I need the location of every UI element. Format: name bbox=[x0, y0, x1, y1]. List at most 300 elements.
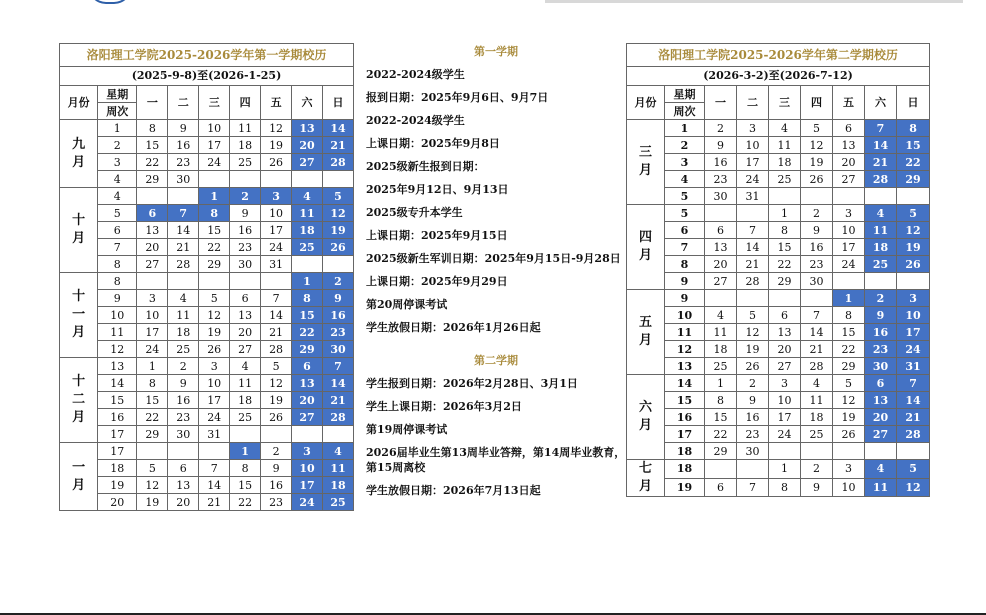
day-cell: 29 bbox=[199, 256, 230, 273]
day-cell bbox=[897, 273, 930, 290]
day-cell: 1 bbox=[199, 188, 230, 205]
week-number: 5 bbox=[98, 205, 137, 222]
day-cell: 8 bbox=[292, 290, 323, 307]
day-cell: 12 bbox=[833, 392, 865, 409]
day-cell bbox=[168, 188, 199, 205]
week-number: 19 bbox=[665, 478, 705, 497]
day-cell: 5 bbox=[261, 358, 292, 375]
day-cell: 22 bbox=[833, 341, 865, 358]
day-cell: 16 bbox=[705, 154, 737, 171]
day-cell: 2 bbox=[705, 120, 737, 137]
month-label bbox=[627, 120, 665, 205]
day-cell: 8 bbox=[769, 222, 801, 239]
day-cell: 18 bbox=[322, 477, 353, 494]
week-row bbox=[60, 120, 354, 137]
day-cell: 7 bbox=[865, 120, 897, 137]
day-cell: 11 bbox=[230, 120, 261, 137]
week-number: 11 bbox=[665, 324, 705, 341]
day-cell: 20 bbox=[292, 137, 323, 154]
week-number: 19 bbox=[98, 477, 137, 494]
month-label bbox=[627, 460, 665, 497]
day-cell: 11 bbox=[322, 460, 353, 477]
month-label bbox=[60, 358, 98, 443]
day-cell: 25 bbox=[705, 358, 737, 375]
day-cell: 20 bbox=[168, 494, 199, 511]
day-cell: 5 bbox=[897, 460, 930, 479]
day-cell: 10 bbox=[737, 137, 769, 154]
day-cell: 2 bbox=[865, 290, 897, 307]
day-cell bbox=[801, 188, 833, 205]
day-cell: 17 bbox=[897, 324, 930, 341]
day-cell: 18 bbox=[230, 137, 261, 154]
day-cell: 30 bbox=[230, 256, 261, 273]
day-cell: 21 bbox=[168, 239, 199, 256]
day-cell: 25 bbox=[322, 494, 353, 511]
day-cell: 26 bbox=[322, 239, 353, 256]
day-cell: 5 bbox=[897, 205, 930, 222]
week-number: 18 bbox=[665, 443, 705, 460]
day-cell: 3 bbox=[292, 443, 323, 460]
week-row bbox=[60, 341, 354, 358]
week-row bbox=[60, 205, 354, 222]
week-row bbox=[627, 478, 930, 497]
day-cell: 21 bbox=[199, 494, 230, 511]
logo-fragment bbox=[88, 0, 132, 4]
day-cell: 23 bbox=[168, 409, 199, 426]
day-cell: 28 bbox=[261, 341, 292, 358]
week-row bbox=[60, 375, 354, 392]
day-cell: 10 bbox=[292, 460, 323, 477]
day-cell: 3 bbox=[769, 375, 801, 392]
day-cell bbox=[199, 171, 230, 188]
day-cell: 30 bbox=[168, 171, 199, 188]
day-cell: 9 bbox=[168, 120, 199, 137]
day-cell bbox=[137, 443, 168, 460]
day-cell: 23 bbox=[261, 494, 292, 511]
note-line: 2022-2024级学生 bbox=[366, 114, 465, 127]
day-cell: 15 bbox=[230, 477, 261, 494]
day-cell: 7 bbox=[199, 460, 230, 477]
day-cell: 13 bbox=[705, 239, 737, 256]
day-cell: 16 bbox=[230, 222, 261, 239]
day-cell: 26 bbox=[801, 171, 833, 188]
day-cell: 29 bbox=[137, 426, 168, 443]
day-cell: 5 bbox=[137, 460, 168, 477]
day-cell: 6 bbox=[705, 222, 737, 239]
week-row bbox=[627, 324, 930, 341]
day-cell: 29 bbox=[833, 358, 865, 375]
day-cell: 13 bbox=[230, 307, 261, 324]
day-cell: 17 bbox=[769, 409, 801, 426]
day-cell: 6 bbox=[292, 358, 323, 375]
month-header: 月份 bbox=[60, 86, 98, 120]
day-cell: 24 bbox=[897, 341, 930, 358]
day-cell: 18 bbox=[168, 324, 199, 341]
day-cell: 19 bbox=[137, 494, 168, 511]
day-cell: 9 bbox=[737, 392, 769, 409]
day-cell: 15 bbox=[705, 409, 737, 426]
semester2-range: (2026-3-2)至(2026-7-12) bbox=[627, 67, 930, 86]
week-number: 8 bbox=[98, 273, 137, 290]
day-cell: 26 bbox=[737, 358, 769, 375]
week-number: 4 bbox=[98, 171, 137, 188]
note-line: 上课日期：2025年9月29日 bbox=[366, 275, 508, 288]
day-cell bbox=[897, 188, 930, 205]
day-cell: 16 bbox=[801, 239, 833, 256]
day-cell bbox=[322, 256, 353, 273]
day-cell: 14 bbox=[897, 392, 930, 409]
day-cell: 6 bbox=[833, 120, 865, 137]
day-cell: 25 bbox=[801, 426, 833, 443]
day-cell: 13 bbox=[168, 477, 199, 494]
week-number: 4 bbox=[665, 171, 705, 188]
week-number: 17 bbox=[665, 426, 705, 443]
semester2-calendar bbox=[626, 43, 930, 497]
day-cell: 27 bbox=[865, 426, 897, 443]
day-cell: 29 bbox=[897, 171, 930, 188]
day-cell: 17 bbox=[199, 392, 230, 409]
day-cell: 5 bbox=[801, 120, 833, 137]
day-cell: 14 bbox=[168, 222, 199, 239]
day-cell: 1 bbox=[137, 358, 168, 375]
day-cell: 10 bbox=[261, 205, 292, 222]
day-cell: 12 bbox=[261, 120, 292, 137]
note-line: 2025年9月12日、9月13日 bbox=[366, 183, 509, 196]
day-cell: 22 bbox=[897, 154, 930, 171]
note-line: 第19周停课考试 bbox=[366, 423, 448, 436]
day-cell: 12 bbox=[137, 477, 168, 494]
day-cell: 27 bbox=[292, 154, 323, 171]
day-cell bbox=[230, 273, 261, 290]
week-number: 13 bbox=[98, 358, 137, 375]
day-cell: 2 bbox=[261, 443, 292, 460]
day-cell: 25 bbox=[292, 239, 323, 256]
day-cell: 20 bbox=[769, 341, 801, 358]
day-cell: 9 bbox=[230, 205, 261, 222]
week-number: 15 bbox=[665, 392, 705, 409]
day-cell: 1 bbox=[833, 290, 865, 307]
month-label-text: 七 月 bbox=[638, 461, 652, 494]
week-row bbox=[60, 324, 354, 341]
day-cell: 8 bbox=[199, 205, 230, 222]
weekday-col-header: 二 bbox=[737, 86, 769, 120]
day-cell: 15 bbox=[199, 222, 230, 239]
week-number: 1 bbox=[665, 120, 705, 137]
day-cell: 20 bbox=[833, 154, 865, 171]
day-cell bbox=[168, 273, 199, 290]
day-cell: 30 bbox=[801, 273, 833, 290]
day-cell: 17 bbox=[737, 154, 769, 171]
day-cell: 22 bbox=[137, 154, 168, 171]
day-cell: 10 bbox=[199, 120, 230, 137]
week-number: 12 bbox=[98, 341, 137, 358]
day-cell: 28 bbox=[897, 426, 930, 443]
note-line: 上课日期：2025年9月15日 bbox=[366, 229, 508, 242]
week-row bbox=[60, 426, 354, 443]
month-label bbox=[60, 273, 98, 358]
day-cell: 15 bbox=[137, 137, 168, 154]
weekday-col-header: 五 bbox=[261, 86, 292, 120]
week-row bbox=[60, 460, 354, 477]
month-label bbox=[60, 120, 98, 188]
day-cell: 24 bbox=[261, 239, 292, 256]
day-cell: 7 bbox=[168, 205, 199, 222]
week-row bbox=[60, 494, 354, 511]
day-cell: 28 bbox=[322, 409, 353, 426]
day-cell: 4 bbox=[705, 307, 737, 324]
day-cell: 18 bbox=[769, 154, 801, 171]
day-cell: 10 bbox=[137, 307, 168, 324]
weekday-col-header: 一 bbox=[705, 86, 737, 120]
week-row bbox=[60, 137, 354, 154]
week-number: 6 bbox=[98, 222, 137, 239]
month-header: 月份 bbox=[627, 86, 665, 120]
day-cell: 12 bbox=[322, 205, 353, 222]
day-cell: 25 bbox=[168, 341, 199, 358]
month-label bbox=[60, 188, 98, 273]
day-cell bbox=[261, 426, 292, 443]
week-row bbox=[627, 171, 930, 188]
weekday-col-header: 一 bbox=[137, 86, 168, 120]
day-cell: 2 bbox=[322, 273, 353, 290]
day-cell: 16 bbox=[322, 307, 353, 324]
day-cell: 8 bbox=[897, 120, 930, 137]
week-row bbox=[627, 154, 930, 171]
day-cell: 6 bbox=[137, 205, 168, 222]
week-row bbox=[627, 205, 930, 222]
week-row bbox=[60, 409, 354, 426]
day-cell: 11 bbox=[801, 392, 833, 409]
day-cell: 19 bbox=[199, 324, 230, 341]
day-cell: 8 bbox=[230, 460, 261, 477]
day-cell: 26 bbox=[261, 409, 292, 426]
day-cell: 10 bbox=[769, 392, 801, 409]
note-line: 2025级新生军训日期：2025年9月15日-9月28日 bbox=[366, 252, 621, 265]
month-label-text: 一 月 bbox=[72, 459, 86, 493]
day-cell: 22 bbox=[137, 409, 168, 426]
week-row bbox=[627, 341, 930, 358]
day-cell bbox=[322, 171, 353, 188]
day-cell: 1 bbox=[769, 460, 801, 479]
weekday-header: 星期 bbox=[665, 86, 705, 103]
day-cell: 13 bbox=[865, 392, 897, 409]
day-cell bbox=[199, 273, 230, 290]
day-cell: 18 bbox=[230, 392, 261, 409]
day-cell: 31 bbox=[737, 188, 769, 205]
day-cell: 23 bbox=[705, 171, 737, 188]
day-cell: 12 bbox=[801, 137, 833, 154]
week-number: 7 bbox=[98, 239, 137, 256]
week-number: 15 bbox=[98, 392, 137, 409]
day-cell: 13 bbox=[292, 120, 323, 137]
day-cell: 3 bbox=[261, 188, 292, 205]
week-row bbox=[60, 273, 354, 290]
day-cell: 23 bbox=[322, 324, 353, 341]
day-cell: 2 bbox=[230, 188, 261, 205]
week-row bbox=[60, 477, 354, 494]
week-number: 8 bbox=[98, 256, 137, 273]
week-row bbox=[627, 460, 930, 479]
day-cell: 28 bbox=[168, 256, 199, 273]
week-number: 18 bbox=[665, 460, 705, 479]
week-row bbox=[60, 188, 354, 205]
day-cell: 3 bbox=[833, 460, 865, 479]
notes-panel bbox=[366, 44, 626, 506]
day-cell: 16 bbox=[865, 324, 897, 341]
day-cell: 5 bbox=[833, 375, 865, 392]
day-cell: 8 bbox=[769, 478, 801, 497]
day-cell: 16 bbox=[261, 477, 292, 494]
day-cell: 18 bbox=[292, 222, 323, 239]
month-label bbox=[627, 205, 665, 290]
day-cell: 27 bbox=[833, 171, 865, 188]
day-cell: 28 bbox=[801, 358, 833, 375]
note-line: 学生报到日期：2026年2月28日、3月1日 bbox=[366, 377, 578, 390]
week-row bbox=[627, 358, 930, 375]
day-cell: 24 bbox=[199, 154, 230, 171]
month-label-text: 十 月 bbox=[72, 213, 86, 246]
day-cell bbox=[865, 273, 897, 290]
note-line: 2025级专升本学生 bbox=[366, 206, 463, 219]
week-number: 16 bbox=[98, 409, 137, 426]
week-row bbox=[627, 409, 930, 426]
week-number: 3 bbox=[98, 154, 137, 171]
day-cell: 30 bbox=[168, 426, 199, 443]
day-cell: 31 bbox=[261, 256, 292, 273]
day-cell: 17 bbox=[261, 222, 292, 239]
day-cell: 12 bbox=[261, 375, 292, 392]
day-cell: 14 bbox=[199, 477, 230, 494]
week-number: 8 bbox=[665, 256, 705, 273]
day-cell bbox=[261, 273, 292, 290]
day-cell: 2 bbox=[801, 205, 833, 222]
note-line: 学生放假日期：2026年7月13日起 bbox=[366, 484, 541, 497]
week-row bbox=[627, 443, 930, 460]
day-cell: 21 bbox=[897, 409, 930, 426]
day-cell bbox=[137, 273, 168, 290]
day-cell: 10 bbox=[897, 307, 930, 324]
day-cell: 23 bbox=[865, 341, 897, 358]
day-cell: 22 bbox=[705, 426, 737, 443]
week-row bbox=[627, 137, 930, 154]
month-label-text: 十 二 月 bbox=[72, 374, 86, 425]
day-cell: 23 bbox=[168, 154, 199, 171]
day-cell: 11 bbox=[769, 137, 801, 154]
week-number: 20 bbox=[98, 494, 137, 511]
semester1-title: 洛阳理工学院2025-2026学年第一学期校历 bbox=[60, 44, 354, 67]
day-cell: 16 bbox=[168, 137, 199, 154]
note-line: 报到日期：2025年9月6日、9月7日 bbox=[366, 91, 549, 104]
day-cell: 19 bbox=[261, 137, 292, 154]
day-cell: 7 bbox=[801, 307, 833, 324]
day-cell bbox=[322, 426, 353, 443]
week-row bbox=[627, 188, 930, 205]
day-cell bbox=[833, 443, 865, 460]
note-line: 学生上课日期：2026年3月2日 bbox=[366, 400, 522, 413]
day-cell bbox=[737, 460, 769, 479]
week-row bbox=[627, 239, 930, 256]
week-row bbox=[60, 290, 354, 307]
day-cell: 15 bbox=[292, 307, 323, 324]
day-cell: 10 bbox=[833, 222, 865, 239]
day-cell: 23 bbox=[230, 239, 261, 256]
day-cell: 27 bbox=[230, 341, 261, 358]
day-cell: 25 bbox=[865, 256, 897, 273]
note-line: 2026届毕业生第13周毕业答辩，第14周毕业教育，第15周离校 bbox=[366, 446, 626, 474]
day-cell: 7 bbox=[737, 478, 769, 497]
day-cell: 4 bbox=[865, 205, 897, 222]
note-line: 第20周停课考试 bbox=[366, 298, 448, 311]
day-cell: 28 bbox=[322, 154, 353, 171]
day-cell: 14 bbox=[322, 120, 353, 137]
day-cell bbox=[705, 460, 737, 479]
day-cell: 24 bbox=[769, 426, 801, 443]
day-cell bbox=[897, 443, 930, 460]
day-cell: 3 bbox=[137, 290, 168, 307]
day-cell: 4 bbox=[769, 120, 801, 137]
day-cell: 24 bbox=[199, 409, 230, 426]
weekday-col-header: 四 bbox=[801, 86, 833, 120]
week-row bbox=[627, 290, 930, 307]
week-row bbox=[60, 307, 354, 324]
day-cell: 1 bbox=[230, 443, 261, 460]
day-cell bbox=[769, 443, 801, 460]
week-number: 12 bbox=[665, 341, 705, 358]
weekday-header: 星期 bbox=[98, 86, 137, 103]
week-number: 5 bbox=[665, 188, 705, 205]
day-cell: 17 bbox=[292, 477, 323, 494]
week-row bbox=[627, 120, 930, 137]
day-cell: 2 bbox=[801, 460, 833, 479]
day-cell bbox=[833, 273, 865, 290]
week-number: 16 bbox=[665, 409, 705, 426]
day-cell bbox=[737, 205, 769, 222]
day-cell: 14 bbox=[322, 375, 353, 392]
day-cell: 28 bbox=[737, 273, 769, 290]
day-cell: 6 bbox=[168, 460, 199, 477]
day-cell: 17 bbox=[137, 324, 168, 341]
top-scrollbar bbox=[545, 0, 963, 3]
week-number: 9 bbox=[665, 273, 705, 290]
month-label bbox=[60, 443, 98, 511]
day-cell: 26 bbox=[199, 341, 230, 358]
day-cell: 13 bbox=[769, 324, 801, 341]
day-cell bbox=[292, 171, 323, 188]
day-cell: 1 bbox=[292, 273, 323, 290]
day-cell: 23 bbox=[737, 426, 769, 443]
day-cell bbox=[168, 443, 199, 460]
day-cell: 12 bbox=[199, 307, 230, 324]
day-cell: 9 bbox=[865, 307, 897, 324]
day-cell: 24 bbox=[833, 256, 865, 273]
day-cell bbox=[865, 188, 897, 205]
day-cell: 7 bbox=[261, 290, 292, 307]
day-cell bbox=[705, 205, 737, 222]
day-cell: 26 bbox=[897, 256, 930, 273]
week-number: 17 bbox=[98, 443, 137, 460]
note-line: 2025级新生报到日期： bbox=[366, 160, 485, 173]
day-cell: 4 bbox=[865, 460, 897, 479]
week-number: 1 bbox=[98, 120, 137, 137]
day-cell: 20 bbox=[865, 409, 897, 426]
week-number: 11 bbox=[98, 324, 137, 341]
weekday-col-header: 六 bbox=[865, 86, 897, 120]
day-cell: 4 bbox=[292, 188, 323, 205]
month-label bbox=[627, 290, 665, 375]
day-cell: 19 bbox=[322, 222, 353, 239]
day-cell: 4 bbox=[801, 375, 833, 392]
week-row bbox=[60, 256, 354, 273]
